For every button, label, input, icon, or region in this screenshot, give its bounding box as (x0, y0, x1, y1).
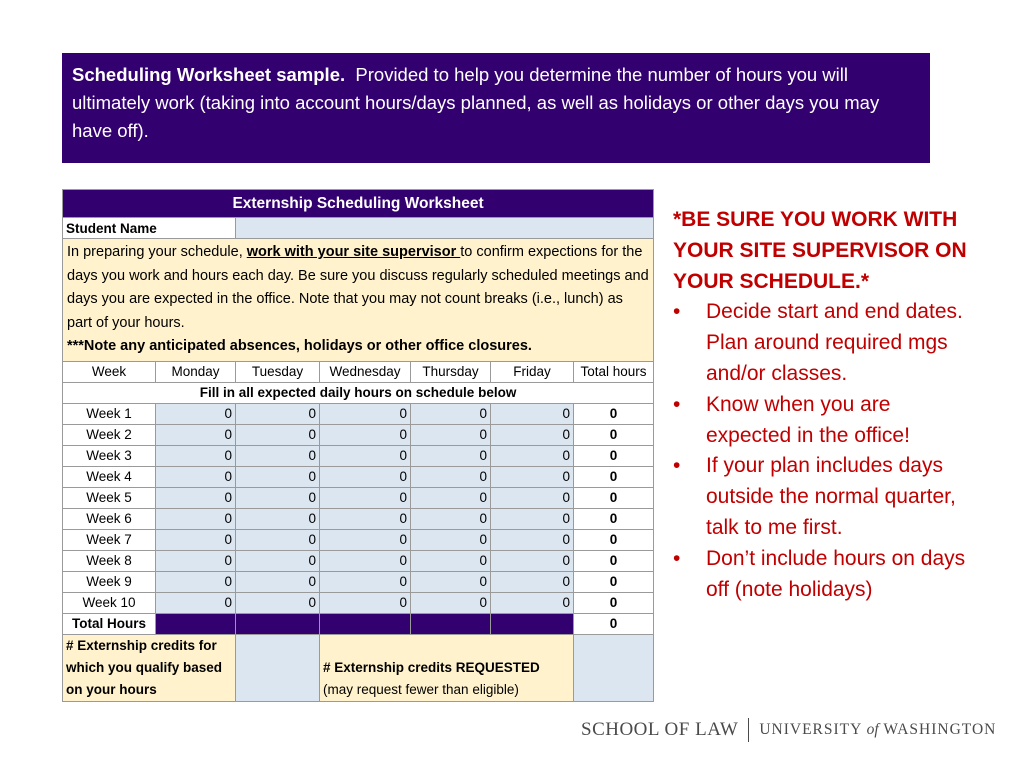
week-row (63, 571, 654, 592)
week-label: Week 1 (63, 403, 156, 424)
week-total-cell: 0 (574, 592, 654, 613)
day-hours-cell[interactable]: 0 (491, 529, 574, 550)
week-row (63, 445, 654, 466)
day-hours-cell[interactable]: 0 (236, 550, 320, 571)
day-hours-cell[interactable]: 0 (156, 508, 236, 529)
day-hours-cell[interactable]: 0 (156, 466, 236, 487)
day-hours-cell[interactable]: 0 (320, 424, 411, 445)
day-hours-cell[interactable]: 0 (320, 592, 411, 613)
day-hours-cell[interactable]: 0 (320, 529, 411, 550)
day-hours-cell[interactable]: 0 (156, 529, 236, 550)
week-total-cell: 0 (574, 571, 654, 592)
week-total-cell: 0 (574, 550, 654, 571)
day-hours-cell[interactable]: 0 (320, 403, 411, 424)
day-hours-cell[interactable]: 0 (320, 487, 411, 508)
day-hours-cell[interactable]: 0 (411, 424, 491, 445)
credits-qualify-label: # Externship credits for which you qualify based on your hours (63, 634, 236, 701)
col-monday: Monday (156, 361, 236, 382)
day-hours-cell[interactable]: 0 (411, 529, 491, 550)
week-row (63, 424, 654, 445)
day-hours-cell[interactable]: 0 (320, 571, 411, 592)
day-hours-cell[interactable]: 0 (156, 592, 236, 613)
day-hours-cell[interactable]: 0 (320, 445, 411, 466)
week-rows (63, 403, 654, 613)
week-total-cell: 0 (574, 508, 654, 529)
student-name-label: Student Name (63, 218, 236, 239)
week-label: Week 4 (63, 466, 156, 487)
credits-requested-field[interactable] (574, 634, 654, 701)
week-label: Week 10 (63, 592, 156, 613)
scheduling-worksheet (62, 189, 654, 702)
day-hours-cell[interactable]: 0 (320, 508, 411, 529)
instructions-rest: to confirm expections for the days you work and hours each day. Be sure you discuss regularly scheduled meetings and days you are expected in the office. Note that you may not count breaks (i.e., lunch) as part of your hours. (67, 244, 649, 331)
day-hours-cell[interactable]: 0 (236, 403, 320, 424)
day-hours-cell[interactable]: 0 (491, 403, 574, 424)
day-hours-cell[interactable]: 0 (156, 487, 236, 508)
week-label: Week 6 (63, 508, 156, 529)
day-hours-cell[interactable]: 0 (156, 445, 236, 466)
credits-row (63, 634, 654, 701)
logo-divider (748, 718, 749, 742)
uw-law-logo (581, 717, 996, 743)
day-hours-cell[interactable]: 0 (411, 592, 491, 613)
reminder-list (673, 297, 973, 605)
day-hours-cell[interactable]: 0 (411, 487, 491, 508)
university-name: UNIVERSITY of WASHINGTON (759, 721, 997, 738)
day-hours-cell[interactable]: 0 (491, 424, 574, 445)
day-hours-cell[interactable]: 0 (491, 487, 574, 508)
total-hours-label: Total Hours (63, 613, 156, 634)
reminder-item: • Don’t include hours on days off (note holidays) (673, 544, 973, 606)
bullet-icon: • (673, 300, 681, 324)
intro-text: Provided to help you determine the number of hours you will ultimately work (taking into account hours/days planned, as well as holidays or other days you may have off). (72, 64, 880, 141)
week-label: Week 7 (63, 529, 156, 550)
week-row (63, 508, 654, 529)
day-hours-cell[interactable]: 0 (156, 403, 236, 424)
week-row (63, 529, 654, 550)
day-hours-cell[interactable]: 0 (236, 445, 320, 466)
day-hours-cell[interactable]: 0 (411, 508, 491, 529)
col-thursday: Thursday (411, 361, 491, 382)
day-hours-cell[interactable]: 0 (236, 529, 320, 550)
student-name-field[interactable] (236, 218, 654, 239)
day-hours-cell[interactable]: 0 (411, 403, 491, 424)
col-tuesday: Tuesday (236, 361, 320, 382)
col-total-hours: Total hours (574, 361, 654, 382)
week-total-cell: 0 (574, 445, 654, 466)
week-row (63, 592, 654, 613)
week-total-cell: 0 (574, 424, 654, 445)
week-label: Week 2 (63, 424, 156, 445)
day-hours-cell[interactable]: 0 (491, 466, 574, 487)
week-label: Week 8 (63, 550, 156, 571)
day-hours-cell[interactable]: 0 (491, 571, 574, 592)
bullet-icon: • (673, 392, 681, 416)
day-hours-cell[interactable]: 0 (491, 508, 574, 529)
credits-qualify-field[interactable] (236, 634, 320, 701)
reminder-headline: *BE SURE YOU WORK WITH YOUR SITE SUPERVISOR ON YOUR SCHEDULE.* (673, 208, 967, 293)
week-row (63, 466, 654, 487)
day-hours-cell[interactable]: 0 (491, 445, 574, 466)
worksheet-instructions (63, 239, 654, 362)
day-hours-cell[interactable]: 0 (320, 466, 411, 487)
day-hours-cell[interactable]: 0 (156, 550, 236, 571)
week-total-cell: 0 (574, 466, 654, 487)
week-label: Week 9 (63, 571, 156, 592)
day-hours-cell[interactable]: 0 (156, 424, 236, 445)
column-header-row (63, 361, 654, 382)
total-hours-value: 0 (574, 613, 654, 634)
day-hours-cell[interactable]: 0 (491, 592, 574, 613)
col-week: Week (63, 361, 156, 382)
intro-lead: Scheduling Worksheet sample. (72, 64, 346, 85)
day-hours-cell[interactable]: 0 (236, 424, 320, 445)
day-hours-cell[interactable]: 0 (236, 466, 320, 487)
instructions-note: ***Note any anticipated absences, holidays or other office closures. (67, 338, 532, 355)
intro-banner (62, 53, 930, 163)
day-hours-cell[interactable]: 0 (236, 508, 320, 529)
instructions-start: In preparing your schedule, (67, 244, 247, 260)
week-row (63, 487, 654, 508)
bullet-icon: • (673, 546, 681, 570)
day-hours-cell[interactable]: 0 (411, 445, 491, 466)
reminder-item: • Know when you are expected in the office! (673, 390, 973, 452)
worksheet-title: Externship Scheduling Worksheet (63, 190, 654, 218)
week-label: Week 5 (63, 487, 156, 508)
credits-requested-label: # Externship credits REQUESTED (may request fewer than eligible) (320, 634, 574, 701)
school-of-law: SCHOOL OF LAW (581, 719, 739, 740)
col-friday: Friday (491, 361, 574, 382)
bullet-icon: • (673, 454, 681, 478)
supervisor-reminder (673, 205, 973, 605)
day-hours-cell[interactable]: 0 (411, 571, 491, 592)
day-hours-cell[interactable]: 0 (411, 550, 491, 571)
week-label: Week 3 (63, 445, 156, 466)
total-row (63, 613, 654, 634)
day-hours-cell[interactable]: 0 (411, 466, 491, 487)
day-hours-cell[interactable]: 0 (236, 487, 320, 508)
reminder-item: • If your plan includes days outside the normal quarter, talk to me first. (673, 451, 973, 543)
week-row (63, 550, 654, 571)
week-total-cell: 0 (574, 403, 654, 424)
week-total-cell: 0 (574, 529, 654, 550)
week-total-cell: 0 (574, 487, 654, 508)
day-hours-cell[interactable]: 0 (320, 550, 411, 571)
day-hours-cell[interactable]: 0 (156, 571, 236, 592)
day-hours-cell[interactable]: 0 (236, 592, 320, 613)
instructions-underlined: work with your site supervisor (246, 244, 461, 260)
week-row (63, 403, 654, 424)
day-hours-cell[interactable]: 0 (236, 571, 320, 592)
reminder-item: • Decide start and end dates. Plan around required mgs and/or classes. (673, 297, 973, 389)
day-hours-cell[interactable]: 0 (491, 550, 574, 571)
fill-note: Fill in all expected daily hours on schedule below (63, 382, 654, 403)
col-wednesday: Wednesday (320, 361, 411, 382)
